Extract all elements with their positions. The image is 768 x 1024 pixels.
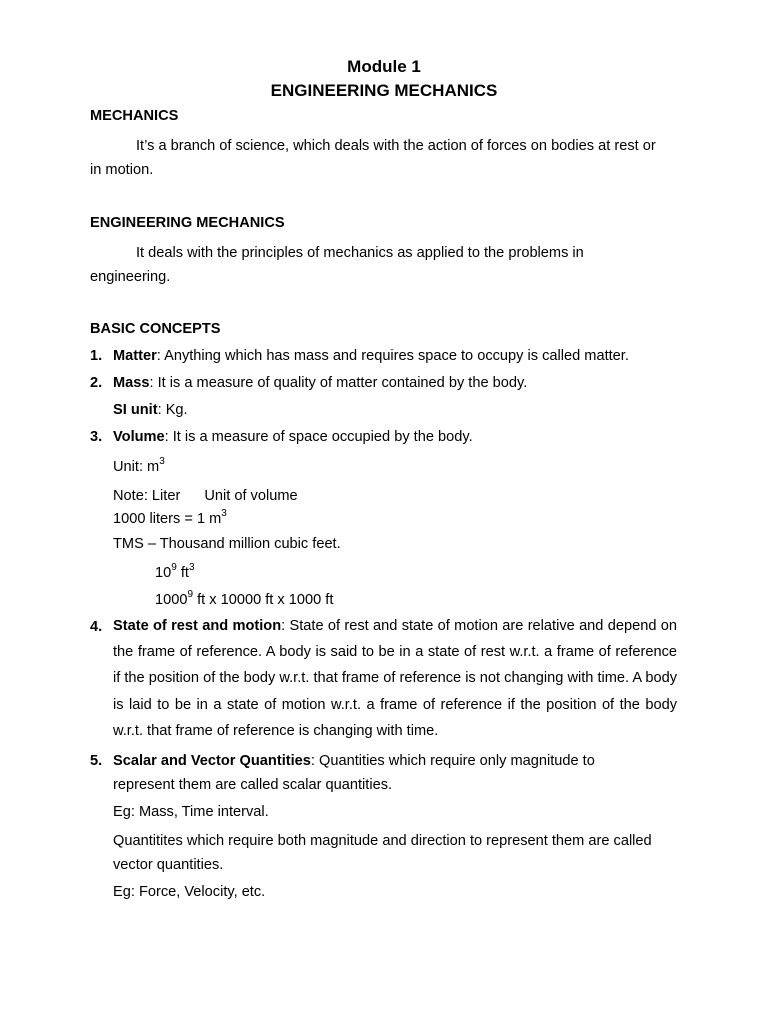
superscript: 9	[187, 589, 194, 600]
basic-concepts-heading: BASIC CONCEPTS	[90, 321, 221, 337]
superscript: 3	[221, 508, 227, 519]
formula-line-2	[155, 589, 334, 608]
document-title: ENGINEERING MECHANICS	[270, 81, 498, 100]
term: Volume	[113, 429, 165, 445]
note-line	[113, 489, 298, 504]
item-number: 5.	[90, 753, 103, 769]
eng-mechanics-heading: ENGINEERING MECHANICS	[90, 215, 285, 231]
definition: : Quantities which require only magnitude to	[310, 753, 595, 769]
superscript: 9	[171, 562, 177, 573]
note-value: Unit of volume	[204, 488, 298, 504]
si-unit-line	[113, 403, 188, 418]
module-label: Module 1	[347, 57, 421, 76]
item-number: 1.	[90, 348, 103, 364]
formula-rest: ft x 10000 ft x 1000 ft	[193, 592, 334, 608]
mechanics-definition-line2: in motion.	[90, 162, 154, 178]
term: Matter	[113, 348, 157, 364]
definition: : State of rest and state of motion are relative and depend on the frame of reference. A body is said to be in a state of rest w.r.t. a frame of reference if the position of the body w.r.t. that frame of reference is not changing with time. A body is laid to be in a state of motion w.r.t. a frame of reference if the position of the body w.r.t. that frame of reference is changing with time.	[113, 618, 677, 739]
vector-definition-line2: vector quantities.	[113, 857, 224, 873]
item-scalar-vector	[113, 754, 595, 769]
item-state-of-rest-and-motion	[113, 613, 677, 744]
note-label: Note: Liter	[113, 488, 181, 504]
volume-unit-line	[113, 456, 165, 475]
definition: : It is a measure of space occupied by the body.	[164, 429, 473, 445]
tms-line: TMS – Thousand million cubic feet.	[113, 536, 341, 552]
term: Mass	[113, 375, 150, 391]
formula-unit: ft	[176, 565, 189, 581]
scalar-definition-line2: represent them are called scalar quantities.	[113, 777, 393, 793]
formula-line-1	[155, 562, 195, 581]
definition: : It is a measure of quality of matter contained by the body.	[149, 375, 528, 391]
item-volume	[113, 430, 473, 445]
liters-line	[113, 508, 227, 527]
formula-base: 10	[155, 565, 172, 581]
item-matter	[113, 349, 629, 364]
item-number: 2.	[90, 375, 103, 391]
unit-text: Unit: m	[113, 459, 160, 475]
item-mass	[113, 376, 527, 391]
definition: : Anything which has mass and requires space to occupy is called matter.	[156, 348, 629, 364]
eng-mechanics-line1: It deals with the principles of mechanics as applied to the problems in	[136, 245, 584, 261]
vector-example: Eg: Force, Velocity, etc.	[113, 884, 266, 900]
si-unit-term: SI unit	[113, 402, 158, 418]
term: Scalar and Vector Quantities	[113, 753, 311, 769]
vector-definition-line1: Quantitites which require both magnitude and direction to represent them are called	[113, 833, 652, 849]
item-number: 4.	[90, 619, 103, 635]
superscript: 3	[188, 562, 195, 573]
eng-mechanics-line2: engineering.	[90, 269, 171, 285]
liters-text: 1000 liters = 1 m	[113, 511, 222, 527]
superscript: 3	[159, 456, 165, 467]
term: State of rest and motion	[113, 618, 282, 634]
formula-base: 1000	[155, 592, 188, 608]
scalar-example: Eg: Mass, Time interval.	[113, 804, 269, 820]
mechanics-definition-line1: It’s a branch of science, which deals with the action of forces on bodies at rest or	[136, 138, 656, 154]
mechanics-heading: MECHANICS	[90, 108, 179, 124]
item-number: 3.	[90, 429, 103, 445]
si-unit-value: : Kg.	[157, 402, 188, 418]
